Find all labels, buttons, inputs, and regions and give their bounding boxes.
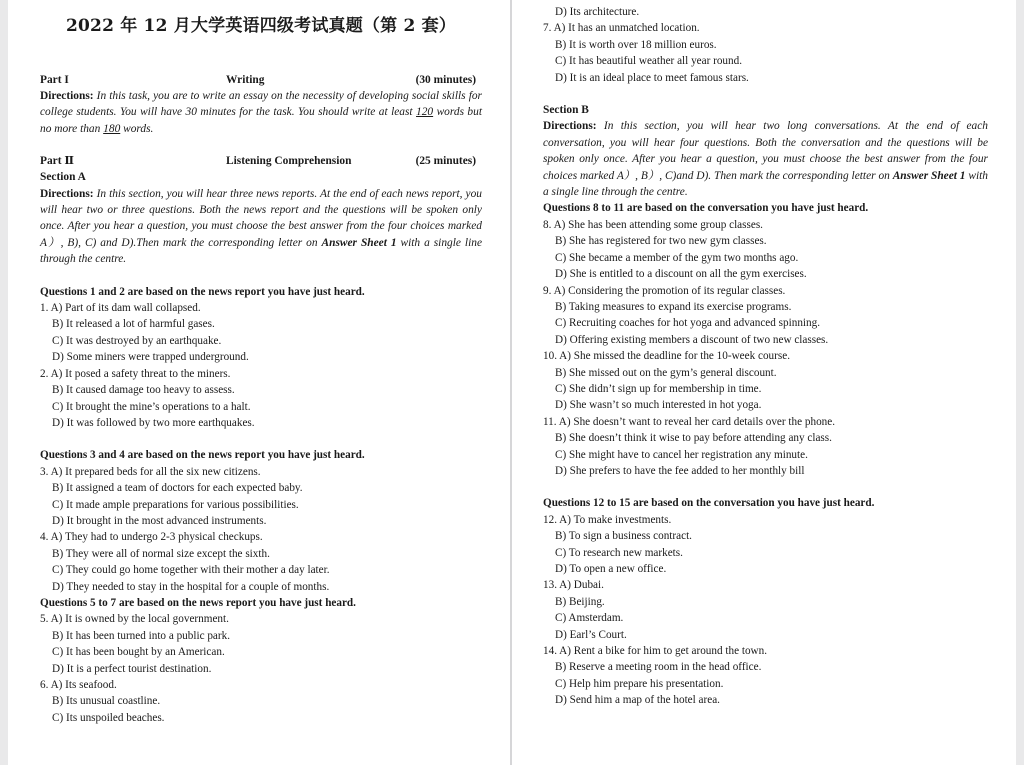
option-line: C) To research new markets. [555, 546, 683, 559]
question-line: 4. A) They had to undergo 2-3 physical checkups. [40, 531, 263, 544]
option-line: D) Offering existing members a discount of two new classes. [555, 333, 829, 346]
option-line: B) It assigned a team of doctors for each expected baby. [52, 482, 303, 495]
section-b-label: Section B [543, 104, 589, 117]
question-group-8-11 [543, 200, 988, 479]
question-group-5-7 [40, 595, 482, 726]
option-line: D) She wasn’t so much interested in hot yoga. [555, 399, 762, 412]
option-line: B) Its unusual coastline. [52, 695, 161, 708]
document-page-right [512, 0, 1016, 765]
option-line: B) Beijing. [555, 595, 605, 608]
part1-label: Part I [40, 74, 69, 86]
option-line: D) It is an ideal place to meet famous stars. [555, 71, 749, 84]
part2-time: (25 minutes) [415, 155, 476, 168]
option-line: C) She didn’t sign up for membership in time. [555, 382, 762, 395]
part2-header [40, 153, 482, 169]
answer-sheet-ref: Answer Sheet 1 [321, 236, 397, 249]
option-line: B) She has registered for two new gym classes. [555, 235, 767, 248]
document-page-left [8, 0, 510, 765]
answer-sheet-ref: Answer Sheet 1 [892, 169, 966, 182]
question-line: 7. A) It has an unmatched location. [543, 22, 700, 35]
question-group-3-4 [40, 447, 482, 595]
section-a-dir-text: In this section, you will hear three news reports. At the end of each news report, you will hear two or three questions. Both the news report and the questions will be spoken only once. After you hear a question, you must choose the best answer from the four choices marked A）, B), C) and D).Then mark the corresponding letter on [40, 187, 482, 249]
section-b-directions [543, 118, 988, 200]
question-line: 8. A) She has been attending some group classes. [543, 218, 763, 231]
question-line: 14. A) Rent a bike for him to get around the town. [543, 645, 768, 658]
part1-dir-label: Directions: [40, 90, 94, 102]
option-line: D) Some miners were trapped underground. [52, 351, 249, 364]
option-line: D) She is entitled to a discount on all the gym exercises. [555, 268, 807, 281]
part2-label: Part Ⅱ [40, 155, 74, 168]
question-group-header: Questions 3 and 4 are based on the news report you have just heard. [40, 449, 365, 462]
question-line: 5. A) It is owned by the local government. [40, 613, 229, 626]
question-line: 2. A) It posed a safety threat to the miners. [40, 367, 231, 380]
part1-name: Writing [226, 74, 265, 86]
option-line: D) Its architecture. [555, 6, 640, 18]
option-line: C) It was destroyed by an earthquake. [52, 334, 222, 347]
option-line: C) It has beautiful weather all year round. [555, 55, 743, 68]
part1-dir-text-2: words but no more than [40, 106, 482, 135]
option-line: D) It was followed by two more earthquakes. [52, 416, 255, 429]
option-line: B) It caused damage too heavy to assess. [52, 384, 235, 397]
section-a-directions [40, 186, 482, 268]
option-line: C) Its unspoiled beaches. [52, 711, 165, 724]
question-line: 9. A) Considering the promotion of its regular classes. [543, 284, 786, 297]
option-line: C) Help him prepare his presentation. [555, 677, 724, 690]
section-b-dir-text: In this section, you will hear two long conversations. At the end of each conversation, you will hear four questions. Both the conversation and the questions will be spoken only once. After you hear a question, you must choose the best answer from the four choices marked A）, B）, C)and D). Then mark the corresponding letter on [543, 120, 988, 182]
option-line: B) She doesn’t think it wise to pay before attending any class. [555, 432, 832, 445]
part1-dir-text: In this task, you are to write an essay on the necessity of developing social skills for college students. You will have 30 minutes for the task. You should write at least [40, 90, 482, 119]
question-group-header: Questions 5 to 7 are based on the news report you have just heard. [40, 596, 356, 609]
question-group-header: Questions 8 to 11 are based on the conversation you have just heard. [543, 202, 869, 215]
option-line: D) It is a perfect tourist destination. [52, 662, 212, 675]
option-line: D) It brought in the most advanced instruments. [52, 514, 267, 527]
option-line: B) Reserve a meeting room in the head office. [555, 661, 762, 674]
question-group-1-2 [40, 284, 482, 432]
part1-time: (30 minutes) [415, 74, 476, 86]
part1-directions [40, 88, 482, 137]
option-line: D) Send him a map of the hotel area. [555, 694, 720, 707]
part1-dir-text-3: words. [120, 122, 154, 135]
question-line: 10. A) She missed the deadline for the 10-week course. [543, 350, 790, 363]
section-b-dir-label: Directions: [543, 120, 597, 133]
option-line: D) To open a new office. [555, 563, 667, 575]
question-group-header: Questions 1 and 2 are based on the news report you have just heard. [40, 285, 365, 298]
question-line: 1. A) Part of its dam wall collapsed. [40, 302, 201, 315]
exam-title: 2022 年 12 月大学英语四级考试真题（第 2 套） [66, 16, 456, 36]
question-line: 11. A) She doesn’t want to reveal her card details over the phone. [543, 415, 836, 428]
option-line: B) Taking measures to expand its exercise programs. [555, 300, 792, 313]
question-line: 13. A) Dubai. [543, 579, 604, 592]
question-line: 12. A) To make investments. [543, 513, 672, 526]
option-line: C) Recruiting coaches for hot yoga and advanced spinning. [555, 317, 821, 330]
option-line: C) It has been bought by an American. [52, 646, 225, 659]
section-a-label: Section A [40, 171, 86, 184]
option-line: C) She might have to cancel her registration any minute. [555, 448, 808, 461]
section-a-dir-text-2: with a single line through the centre. [40, 236, 482, 266]
option-line: B) They were all of normal size except the sixth. [52, 547, 270, 560]
option-line: D) They needed to stay in the hospital for a couple of months. [52, 580, 330, 593]
option-line: D) Earl’s Court. [555, 628, 627, 641]
question-group-header: Questions 12 to 15 are based on the conversation you have just heard. [543, 497, 875, 510]
question-6-7-continued [543, 4, 988, 86]
section-a-dir-label: Directions: [40, 187, 94, 200]
question-line: 3. A) It prepared beds for all the six new citizens. [40, 465, 261, 478]
question-line: 6. A) Its seafood. [40, 679, 117, 691]
min-words: 120 [416, 106, 434, 119]
option-line: B) To sign a business contract. [555, 530, 692, 543]
part1-header [40, 72, 482, 88]
option-line: C) Amsterdam. [555, 612, 624, 625]
option-line: B) She missed out on the gym’s general discount. [555, 366, 777, 379]
question-group-12-15 [543, 495, 988, 708]
option-line: C) It brought the mine’s operations to a halt. [52, 400, 251, 413]
part2-name: Listening Comprehension [226, 155, 352, 168]
option-line: C) They could go home together with their mother a day later. [52, 564, 330, 577]
option-line: D) She prefers to have the fee added to her monthly bill [555, 464, 805, 477]
option-line: C) It made ample preparations for various possibilities. [52, 498, 299, 511]
max-words: 180 [103, 122, 121, 135]
option-line: B) It has been turned into a public park. [52, 629, 231, 642]
option-line: B) It is worth over 18 million euros. [555, 38, 717, 51]
section-b-dir-text-2: with a single line through the centre. [543, 169, 988, 199]
option-line: C) She became a member of the gym two months ago. [555, 251, 799, 264]
option-line: B) It released a lot of harmful gases. [52, 318, 215, 331]
